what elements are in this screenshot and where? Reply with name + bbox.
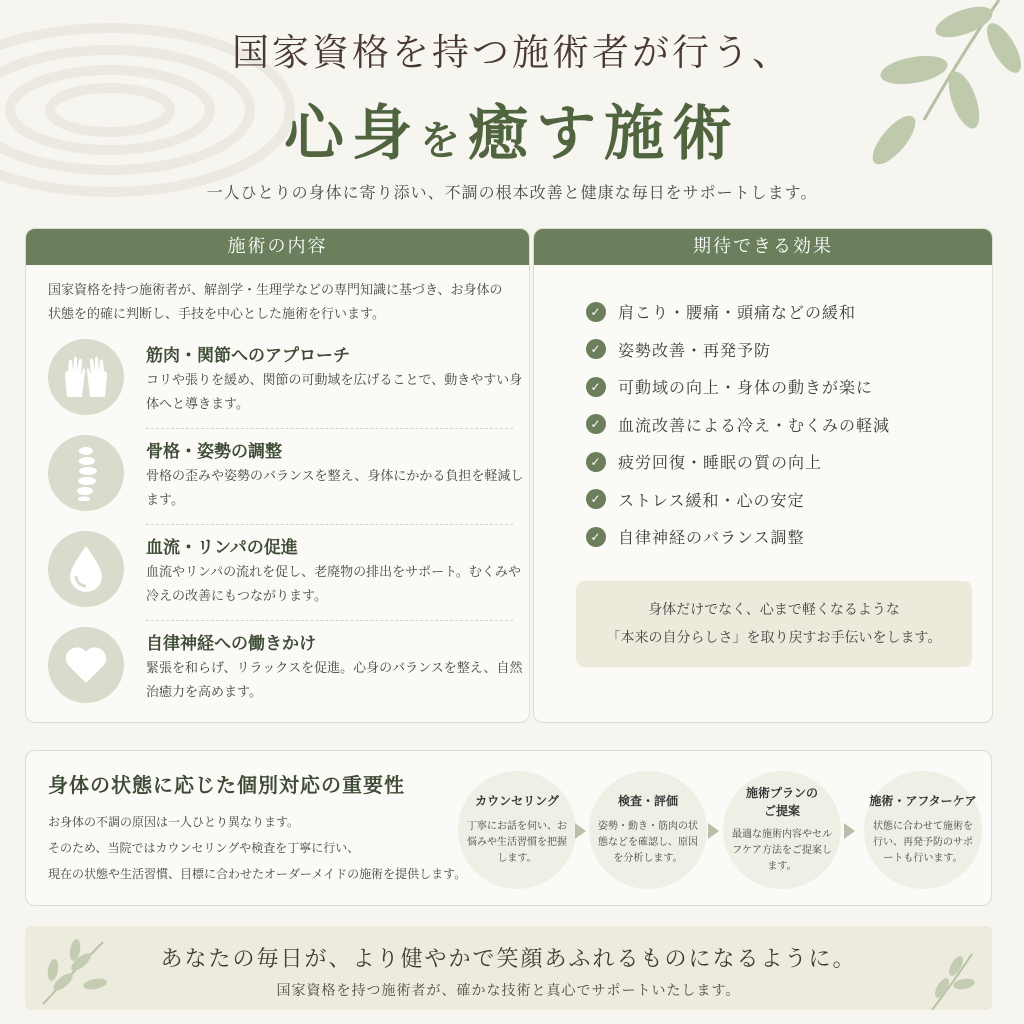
- step-plan: [723, 771, 841, 889]
- effects-list: [586, 293, 890, 556]
- arrow-icon: [844, 823, 855, 839]
- individual-card: [25, 750, 992, 906]
- divider: [146, 524, 513, 525]
- treatment-intro: 国家資格を持つ施術者が、解剖学・生理学などの専門知識に基づき、お身体の状態を的確に判断し、手技を中心とした施術を行います。: [48, 283, 503, 322]
- effect-label: 自律神経のバランス調整: [618, 528, 805, 548]
- divider: [146, 428, 513, 429]
- treatment-item-desc: コリや張りを緩め、関節の可動域を広げることで、動きやすい身体へと導きます。: [146, 373, 523, 412]
- arrow-icon: [575, 823, 586, 839]
- step-title: 検査・評価: [617, 794, 678, 808]
- step-desc: 状態に合わせて施術を行い、再発予防のサポートも行います。: [873, 821, 973, 864]
- treatment-card: [25, 228, 530, 723]
- step-desc: 姿勢・動き・筋肉の状態などを確認し、原因を分析します。: [598, 821, 698, 864]
- treatment-item-title: 血流・リンパの促進: [146, 538, 298, 558]
- list-item: [586, 293, 890, 331]
- check-icon: ✓: [586, 377, 606, 397]
- list-item: [586, 368, 890, 406]
- treatment-item-desc: 血流やリンパの流れを促し、老廃物の排出をサポート。むくみや冷えの改善にもつながります。: [146, 565, 521, 604]
- closing-submessage: 国家資格を持つ施術者が、確かな技術と真心でサポートいたします。: [276, 983, 741, 999]
- effect-label: 血流改善による冷え・むくみの軽減: [618, 415, 891, 435]
- effect-label: ストレス緩和・心の安定: [618, 490, 805, 510]
- body-line: 現在の状態や生活習慣、目標に合わせたオーダーメイドの施術を提供します。: [48, 867, 467, 881]
- treatment-item-title: 自律神経への働きかけ: [146, 634, 316, 654]
- quote-line: 身体だけでなく、心まで軽くなるような: [648, 602, 900, 618]
- heart-icon: [48, 627, 124, 703]
- treatment-item-desc: 骨格の歪みや姿勢のバランスを整え、身体にかかる負担を軽減します。: [146, 469, 524, 508]
- check-icon: ✓: [586, 339, 606, 359]
- list-item: [586, 331, 890, 369]
- treatment-item: [48, 627, 523, 717]
- treatment-item: [48, 339, 523, 429]
- effect-label: 姿勢改善・再発予防: [618, 340, 772, 360]
- body-line: そのため、当院ではカウンセリングや検査を丁寧に行い、: [48, 841, 360, 855]
- step-title: カウンセリング: [475, 794, 559, 808]
- step-aftercare: [864, 771, 982, 889]
- check-icon: ✓: [586, 527, 606, 547]
- step-desc: 最適な施術内容やセルフケア方法をご提案します。: [732, 829, 832, 872]
- divider: [146, 620, 513, 621]
- effects-card: [533, 228, 993, 723]
- hands-icon: [48, 339, 124, 415]
- check-icon: ✓: [586, 452, 606, 472]
- hero-headline: [0, 86, 1024, 172]
- effect-label: 疲労回復・睡眠の質の向上: [618, 453, 823, 473]
- step-title: ご提案: [763, 804, 800, 818]
- step-title: 施術・アフターケア: [869, 794, 977, 808]
- effects-quote: [576, 581, 972, 667]
- individual-title: 身体の状態に応じた個別対応の重要性: [48, 773, 405, 797]
- individual-body: [48, 809, 468, 887]
- step-title: 施術プランの: [745, 786, 818, 800]
- closing-banner: [25, 926, 992, 1010]
- treatment-item-title: 骨格・姿勢の調整: [146, 442, 282, 462]
- effects-header: 期待できる効果: [534, 229, 992, 265]
- treatment-item: [48, 435, 524, 525]
- treatment-item: [48, 531, 521, 621]
- closing-message: あなたの毎日が、より健やかで笑顔あふれるものになるように。: [160, 947, 857, 972]
- check-icon: ✓: [586, 302, 606, 322]
- hero-subtitle: 一人ひとりの身体に寄り添い、不調の根本改善と健康な毎日をサポートします。: [206, 183, 818, 202]
- hero-headline-part2: 癒す施術: [468, 99, 740, 169]
- list-item: [586, 518, 890, 556]
- step-counseling: [458, 771, 576, 889]
- step-desc: 丁寧にお話を伺い、お悩みや生活習慣を把握します。: [467, 821, 567, 864]
- spine-icon: [48, 435, 124, 511]
- list-item: [586, 406, 890, 444]
- treatment-header: 施術の内容: [26, 229, 529, 265]
- hero-headline-particle: を: [420, 117, 468, 164]
- step-assessment: [589, 771, 707, 889]
- hero-title: 国家資格を持つ施術者が行う、: [232, 31, 792, 74]
- quote-line: 「本来の自分らしさ」を取り戻すお手伝いをします。: [606, 630, 942, 646]
- treatment-item-title: 筋肉・関節へのアプローチ: [146, 346, 350, 366]
- body-line: お身体の不調の原因は一人ひとり異なります。: [48, 815, 300, 829]
- check-icon: ✓: [586, 414, 606, 434]
- sprig-icon: [912, 944, 992, 1010]
- list-item: [586, 481, 890, 519]
- list-item: [586, 443, 890, 481]
- check-icon: ✓: [586, 489, 606, 509]
- droplet-icon: [48, 531, 124, 607]
- effect-label: 可動域の向上・身体の動きが楽に: [618, 378, 874, 398]
- effect-label: 肩こり・腰痛・頭痛などの緩和: [618, 303, 857, 323]
- arrow-icon: [708, 823, 719, 839]
- hero-headline-part1: 心身: [284, 99, 420, 169]
- treatment-item-desc: 緊張を和らげ、リラックスを促進。心身のバランスを整え、自然治癒力を高めます。: [146, 661, 523, 700]
